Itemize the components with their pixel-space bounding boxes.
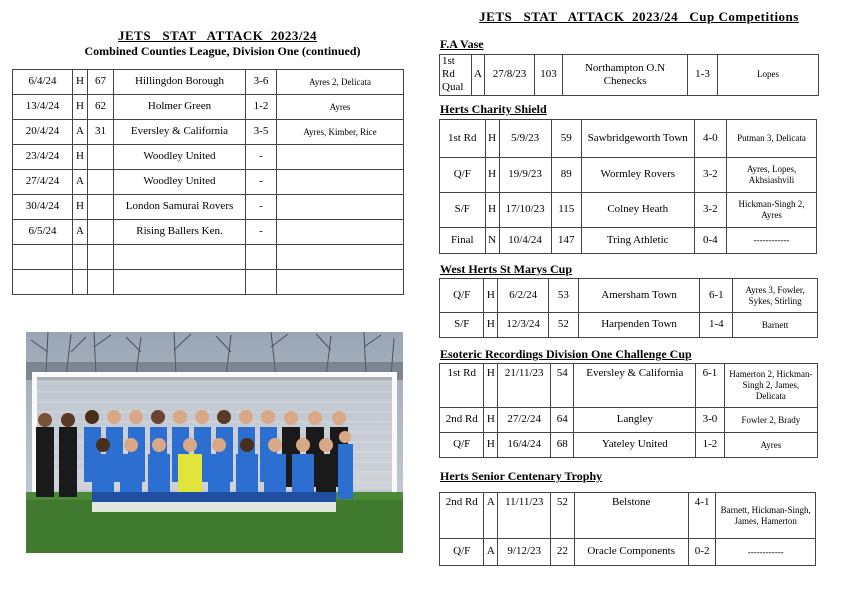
cell-round: 1st Rd Qual xyxy=(440,55,472,96)
cell-score: 1-4 xyxy=(700,313,733,338)
cell-scorers: Barnett xyxy=(733,313,818,338)
cell-venue: H xyxy=(484,433,498,458)
cell-venue: H xyxy=(485,158,499,193)
cell-date: 6/4/24 xyxy=(13,70,73,95)
herts-charity-heading: Herts Charity Shield xyxy=(440,102,547,116)
cell-opponent: Eversley & California xyxy=(574,364,696,408)
cell-date: 23/4/24 xyxy=(13,145,73,170)
cell-opponent: Woodley United xyxy=(114,170,246,195)
cell-date: 27/8/23 xyxy=(485,55,535,96)
table-row xyxy=(440,433,818,458)
cell-round: 1st Rd xyxy=(440,120,486,158)
table-row xyxy=(13,220,404,245)
cell-opponent: Langley xyxy=(574,408,696,433)
cell-venue: A xyxy=(472,55,485,96)
cell-score: 6-1 xyxy=(700,279,733,313)
table-row xyxy=(13,70,404,95)
table-row xyxy=(13,145,404,170)
centenary-heading: Herts Senior Centenary Trophy xyxy=(440,469,603,483)
cell-score xyxy=(246,245,277,270)
table-row xyxy=(440,279,818,313)
esoteric-table xyxy=(439,363,818,458)
cell-venue: H xyxy=(484,408,498,433)
cell-score: 3-6 xyxy=(246,70,277,95)
centenary-table xyxy=(439,492,816,566)
cell-date: 27/4/24 xyxy=(13,170,73,195)
league-table xyxy=(12,69,404,295)
cell-scorers xyxy=(277,245,404,270)
cell-date: 6/2/24 xyxy=(498,279,549,313)
cell-round: Q/F xyxy=(440,433,484,458)
table-row xyxy=(440,158,817,193)
cell-scorers: ------------ xyxy=(716,539,816,566)
cell-round: S/F xyxy=(440,193,486,228)
cell-scorers: Fowler 2, Brady xyxy=(724,408,817,433)
cell-scorers: Ayres 2, Delicata xyxy=(277,70,404,95)
cell-score: - xyxy=(246,170,277,195)
cell-venue: H xyxy=(73,70,88,95)
cell-scorers xyxy=(277,270,404,295)
cell-venue: H xyxy=(484,364,498,408)
cell-venue xyxy=(73,245,88,270)
cell-date: 16/4/24 xyxy=(498,433,551,458)
cell-venue: A xyxy=(484,539,498,566)
table-row xyxy=(13,195,404,220)
cell-score: 3-0 xyxy=(696,408,725,433)
cell-date: 27/2/24 xyxy=(498,408,551,433)
cell-attendance: 22 xyxy=(551,539,574,566)
cell-opponent: Eversley & California xyxy=(114,120,246,145)
cell-score: 0-4 xyxy=(694,228,727,254)
cell-opponent: Woodley United xyxy=(114,145,246,170)
table-row xyxy=(440,493,816,539)
cell-date xyxy=(13,270,73,295)
cell-scorers: Ayres xyxy=(724,433,817,458)
cell-date: 9/12/23 xyxy=(498,539,551,566)
cell-venue: H xyxy=(73,95,88,120)
fa-vase-table xyxy=(439,54,819,96)
cell-opponent: London Samurai Rovers xyxy=(114,195,246,220)
table-row xyxy=(440,193,817,228)
team-photo xyxy=(26,332,403,553)
cell-scorers xyxy=(277,145,404,170)
cell-attendance: 62 xyxy=(88,95,114,120)
cell-date: 20/4/24 xyxy=(13,120,73,145)
cell-venue: A xyxy=(73,120,88,145)
cell-attendance: 103 xyxy=(535,55,563,96)
cell-attendance xyxy=(88,170,114,195)
cell-round: 2nd Rd xyxy=(440,493,484,539)
cell-opponent: Harpenden Town xyxy=(578,313,700,338)
table-row xyxy=(440,539,816,566)
cell-scorers xyxy=(277,170,404,195)
cell-venue: H xyxy=(73,195,88,220)
cell-scorers: Ayres xyxy=(277,95,404,120)
table-row xyxy=(13,270,404,295)
cell-attendance: 115 xyxy=(551,193,581,228)
cell-attendance: 52 xyxy=(549,313,579,338)
cell-opponent: Sawbridgeworth Town xyxy=(581,120,694,158)
cell-scorers: Ayres, Lopes, Akhsiashvili xyxy=(727,158,817,193)
cell-attendance xyxy=(88,220,114,245)
cell-score: 1-3 xyxy=(688,55,718,96)
cell-round: Final xyxy=(440,228,486,254)
cell-scorers: Ayres 3, Fowler, Sykes, Stirling xyxy=(733,279,818,313)
cell-score: 0-2 xyxy=(688,539,716,566)
cell-score: 4-0 xyxy=(694,120,727,158)
cell-venue: N xyxy=(485,228,499,254)
cell-date: 12/3/24 xyxy=(498,313,549,338)
table-row xyxy=(13,120,404,145)
cell-attendance: 52 xyxy=(551,493,574,539)
table-row xyxy=(440,364,818,408)
table-row xyxy=(440,228,817,254)
cell-date: 11/11/23 xyxy=(498,493,551,539)
cell-score: 1-2 xyxy=(696,433,725,458)
herts-charity-table xyxy=(439,119,817,254)
cell-date: 13/4/24 xyxy=(13,95,73,120)
cell-attendance xyxy=(88,245,114,270)
cell-venue: A xyxy=(484,493,498,539)
cell-date: 5/9/23 xyxy=(499,120,551,158)
cell-round: Q/F xyxy=(440,279,484,313)
cell-scorers: Putman 3, Delicata xyxy=(727,120,817,158)
table-row xyxy=(440,55,819,96)
cell-venue: A xyxy=(73,220,88,245)
cell-opponent: Amersham Town xyxy=(578,279,700,313)
left-title: JETS STAT ATTACK 2023/24 xyxy=(118,28,317,43)
left-subtitle: Combined Counties League, Division One (continued) xyxy=(84,44,361,58)
west-herts-table xyxy=(439,278,818,338)
cell-date xyxy=(13,245,73,270)
cell-round: S/F xyxy=(440,313,484,338)
cell-scorers: ------------ xyxy=(727,228,817,254)
cell-venue: H xyxy=(485,120,499,158)
cell-score: 3-2 xyxy=(694,193,727,228)
cell-attendance: 68 xyxy=(551,433,574,458)
cell-opponent: Holmer Green xyxy=(114,95,246,120)
cell-attendance: 64 xyxy=(551,408,574,433)
cell-date: 17/10/23 xyxy=(499,193,551,228)
cell-scorers xyxy=(277,195,404,220)
west-herts-heading: West Herts St Marys Cup xyxy=(440,262,572,276)
cell-scorers: Hickman-Singh 2, Ayres xyxy=(727,193,817,228)
cell-scorers: Barnett, Hickman-Singh, James, Hamerton xyxy=(716,493,816,539)
table-row xyxy=(13,245,404,270)
cell-opponent xyxy=(114,245,246,270)
cell-venue: H xyxy=(73,145,88,170)
cell-venue xyxy=(73,270,88,295)
cell-score: 3-2 xyxy=(694,158,727,193)
cell-opponent: Colney Heath xyxy=(581,193,694,228)
cell-round: Q/F xyxy=(440,539,484,566)
cell-opponent: Hillingdon Borough xyxy=(114,70,246,95)
cell-scorers xyxy=(277,220,404,245)
table-row xyxy=(440,313,818,338)
cell-opponent xyxy=(114,270,246,295)
cell-score: - xyxy=(246,145,277,170)
cell-round: 2nd Rd xyxy=(440,408,484,433)
cell-score: 3-5 xyxy=(246,120,277,145)
cell-date: 30/4/24 xyxy=(13,195,73,220)
cell-opponent: Northampton O.N Chenecks xyxy=(563,55,688,96)
cell-venue: H xyxy=(484,279,498,313)
cell-scorers: Ayres, Kimber, Rice xyxy=(277,120,404,145)
cell-venue: H xyxy=(485,193,499,228)
table-row xyxy=(13,95,404,120)
cell-round: 1st Rd xyxy=(440,364,484,408)
fa-vase-heading: F.A Vase xyxy=(440,37,484,51)
cell-attendance xyxy=(88,145,114,170)
cell-round: Q/F xyxy=(440,158,486,193)
cell-date: 19/9/23 xyxy=(499,158,551,193)
cell-attendance: 53 xyxy=(549,279,579,313)
cell-venue: A xyxy=(73,170,88,195)
cell-score: 6-1 xyxy=(696,364,725,408)
cell-attendance: 31 xyxy=(88,120,114,145)
cell-attendance: 59 xyxy=(551,120,581,158)
cell-score xyxy=(246,270,277,295)
cell-attendance xyxy=(88,270,114,295)
table-row xyxy=(440,120,817,158)
cell-scorers: Lopes xyxy=(718,55,819,96)
cell-opponent: Rising Ballers Ken. xyxy=(114,220,246,245)
cell-score: - xyxy=(246,195,277,220)
cell-scorers: Hamerton 2, Hickman-Singh 2, James, Delicata xyxy=(724,364,817,408)
cell-opponent: Tring Athletic xyxy=(581,228,694,254)
cell-attendance: 89 xyxy=(551,158,581,193)
cell-score: 4-1 xyxy=(688,493,716,539)
cell-date: 10/4/24 xyxy=(499,228,551,254)
cell-opponent: Wormley Rovers xyxy=(581,158,694,193)
cell-score: 1-2 xyxy=(246,95,277,120)
cell-attendance: 147 xyxy=(551,228,581,254)
cell-score: - xyxy=(246,220,277,245)
table-row xyxy=(440,408,818,433)
cell-opponent: Belstone xyxy=(574,493,688,539)
cell-date: 6/5/24 xyxy=(13,220,73,245)
cell-opponent: Oracle Components xyxy=(574,539,688,566)
esoteric-heading: Esoteric Recordings Division One Challenge Cup xyxy=(440,347,692,361)
cell-attendance: 54 xyxy=(551,364,574,408)
cell-attendance: 67 xyxy=(88,70,114,95)
right-title: JETS STAT ATTACK 2023/24 Cup Competitions xyxy=(479,9,799,24)
cell-attendance xyxy=(88,195,114,220)
cell-date: 21/11/23 xyxy=(498,364,551,408)
cell-venue: H xyxy=(484,313,498,338)
cell-opponent: Yateley United xyxy=(574,433,696,458)
table-row xyxy=(13,170,404,195)
